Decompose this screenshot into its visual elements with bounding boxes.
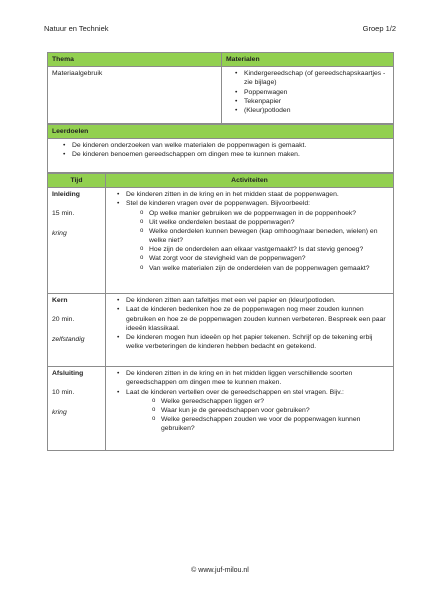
activity-item	[116, 199, 389, 272]
afsluiting-title: Afsluiting	[52, 370, 84, 378]
question-item: o Hoe zijn de onderdelen aan elkaar vastgemaakt? Is dat stevig genoeg?	[140, 245, 389, 254]
question-item: o Welke gereedschappen liggen er?	[152, 397, 389, 406]
afsluiting-duration: 10 min.	[52, 389, 75, 397]
inleiding-activiteiten-cell	[106, 188, 394, 294]
activity-item: • De kinderen zitten in de kring en in het midden liggen verschillende soorten gereedschappen om dingen mee te kunnen maken.	[116, 369, 389, 387]
materiaal-item: • Tekenpapier	[234, 97, 389, 106]
tijd-header: Tijd	[48, 174, 106, 188]
leerdoel-item: • De kinderen benoemen gereedschappen om dingen mee te kunnen maken.	[62, 150, 389, 159]
leerdoelen-table	[47, 124, 394, 173]
question-item: o Wat zorgt voor de stevigheid van de poppenwagen?	[140, 254, 389, 263]
leerdoelen-list	[62, 141, 389, 159]
leerdoel-item: • De kinderen onderzoeken van welke materialen de poppenwagen is gemaakt.	[62, 141, 389, 150]
activity-item	[116, 388, 389, 434]
afsluiting-questions	[152, 397, 389, 434]
question-item: o Welke onderdelen kunnen bewegen (kap omhoog/naar beneden, wielen) en welke niet?	[140, 227, 389, 245]
subject-title: Natuur en Techniek	[44, 24, 109, 33]
afsluiting-tijd-cell	[48, 367, 106, 451]
question-item: o Op welke manier gebruiken we de poppenwagen in de poppenhoek?	[140, 209, 389, 218]
footer-credit: © www.juf-milou.nl	[191, 567, 249, 574]
activiteiten-table	[47, 173, 394, 451]
activiteiten-header: Activiteiten	[106, 174, 394, 188]
afsluiting-row	[48, 367, 394, 451]
materialen-list-cell	[222, 67, 394, 124]
activity-item-text: Stel de kinderen vragen over de poppenwagen. Bijvoorbeeld:	[126, 200, 311, 208]
afsluiting-activiteiten-cell	[106, 367, 394, 451]
activity-item: • Laat de kinderen bedenken hoe ze de poppenwagen nog meer zouden kunnen gebruiken en hoe ze de poppenwagen zouden kunnen verbeteren. Bespreek een paar ideeën klassikaal.	[116, 305, 389, 333]
leerdoelen-cell	[48, 139, 394, 173]
leerdoelen-header: Leerdoelen	[48, 125, 394, 139]
inleiding-organisation: kring	[52, 229, 67, 237]
activity-item: • De kinderen zitten in de kring en in het midden staat de poppenwagen.	[116, 190, 389, 199]
kern-duration: 20 min.	[52, 316, 75, 324]
kern-activiteiten-cell	[106, 294, 394, 367]
thema-materialen-table	[47, 52, 394, 124]
materialen-header: Materialen	[222, 53, 394, 67]
materiaal-item: • (Kleur)potloden	[234, 106, 389, 115]
kern-list	[116, 296, 389, 351]
thema-value: Materiaalgebruik	[48, 67, 222, 124]
activity-item: • De kinderen zitten aan tafeltjes met een vel papier en (kleur)potloden.	[116, 296, 389, 305]
inleiding-tijd-cell	[48, 188, 106, 294]
question-item: o Uit welke onderdelen bestaat de poppenwagen?	[140, 218, 389, 227]
kern-tijd-cell	[48, 294, 106, 367]
question-item: o Waar kun je de gereedschappen voor gebruiken?	[152, 406, 389, 415]
inleiding-questions	[140, 209, 389, 273]
inleiding-row	[48, 188, 394, 294]
inleiding-list	[116, 190, 389, 273]
group-label: Groep 1/2	[362, 24, 396, 33]
kern-organisation: zelfstandig	[52, 335, 85, 343]
materialen-list	[234, 69, 389, 115]
kern-title: Kern	[52, 297, 68, 305]
activity-item: • De kinderen mogen hun ideeën op het papier tekenen. Schrijf op de tekening erbij welke verbeteringen de kinderen hebben bedacht en getekend.	[116, 333, 389, 351]
inleiding-duration: 15 min.	[52, 210, 75, 218]
question-item: o Welke gereedschappen zouden we voor de poppenwagen kunnen gebruiken?	[152, 415, 389, 433]
page-header	[44, 24, 396, 36]
afsluiting-organisation: kring	[52, 408, 67, 416]
kern-row	[48, 294, 394, 367]
materiaal-item: • Kindergereedschap (of gereedschapskaartjes - zie bijlage)	[234, 69, 389, 87]
materiaal-item: • Poppenwagen	[234, 88, 389, 97]
activity-item-text: Laat de kinderen vertellen over de gereedschappen en stel vragen. Bijv.:	[126, 388, 344, 396]
question-item: o Van welke materialen zijn de onderdelen van de poppenwagen gemaakt?	[140, 264, 389, 273]
inleiding-title: Inleiding	[52, 191, 80, 199]
thema-header: Thema	[48, 53, 222, 67]
afsluiting-list	[116, 369, 389, 433]
